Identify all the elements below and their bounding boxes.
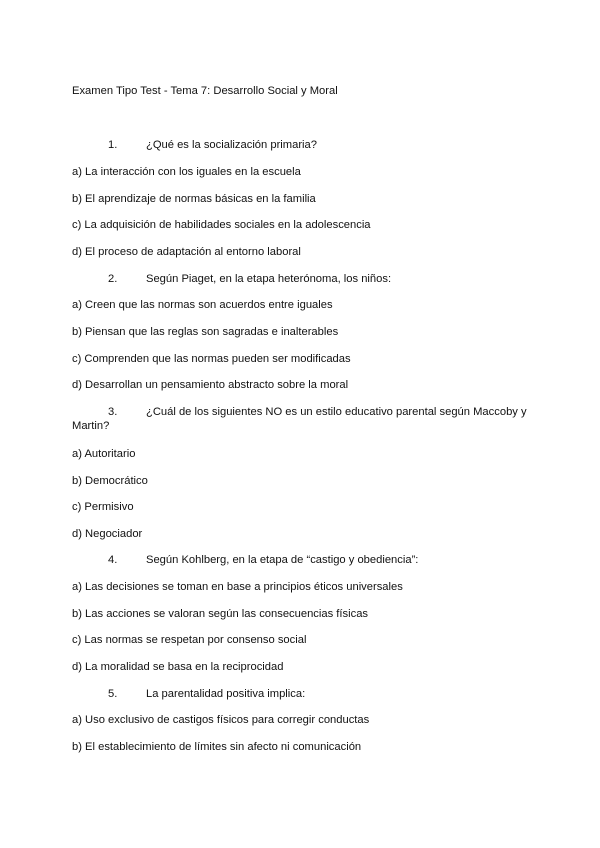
option: d) El proceso de adaptación al entorno laboral (72, 246, 301, 258)
question-number: 4. (108, 554, 118, 566)
question-number: 5. (108, 688, 118, 700)
question-text: ¿Cuál de los siguientes NO es un estilo educativo parental según Maccoby y (146, 406, 527, 418)
question-3 (108, 405, 568, 419)
option: b) Las acciones se valoran según las consecuencias físicas (72, 608, 369, 620)
option: c) Permisivo (72, 501, 134, 513)
option: d) La moralidad se basa en la reciprocidad (72, 661, 284, 673)
option: a) Autoritario (72, 448, 136, 460)
question-text: ¿Qué es la socialización primaria? (146, 139, 317, 151)
option: b) Democrático (72, 475, 148, 487)
option: a) Las decisiones se toman en base a principios éticos universales (72, 581, 403, 593)
option: d) Desarrollan un pensamiento abstracto sobre la moral (72, 379, 349, 391)
option: c) Las normas se respetan por consenso social (72, 634, 307, 646)
option: b) Piensan que las reglas son sagradas e inalterables (72, 326, 339, 338)
question-2 (108, 272, 568, 286)
question-text: Según Piaget, en la etapa heterónoma, los niños: (146, 273, 392, 285)
option: a) Uso exclusivo de castigos físicos para corregir conductas (72, 714, 370, 726)
document-title: Examen Tipo Test - Tema 7: Desarrollo Social y Moral (72, 85, 338, 97)
option: c) La adquisición de habilidades sociales en la adolescencia (72, 219, 371, 231)
question-number: 3. (108, 406, 118, 418)
question-4 (108, 553, 568, 567)
question-text: Según Kohlberg, en la etapa de “castigo y obediencia”: (146, 554, 419, 566)
option: a) La interacción con los iguales en la escuela (72, 166, 301, 178)
option: a) Creen que las normas son acuerdos entre iguales (72, 299, 333, 311)
question-5 (108, 687, 568, 701)
question-number: 2. (108, 273, 118, 285)
question-text-continuation: Martin? (72, 420, 110, 432)
question-text: La parentalidad positiva implica: (146, 688, 306, 700)
option: d) Negociador (72, 528, 143, 540)
option: b) El aprendizaje de normas básicas en la familia (72, 193, 316, 205)
question-number: 1. (108, 139, 118, 151)
option: c) Comprenden que las normas pueden ser modificadas (72, 353, 351, 365)
option: b) El establecimiento de límites sin afecto ni comunicación (72, 741, 362, 753)
question-1 (108, 138, 568, 152)
